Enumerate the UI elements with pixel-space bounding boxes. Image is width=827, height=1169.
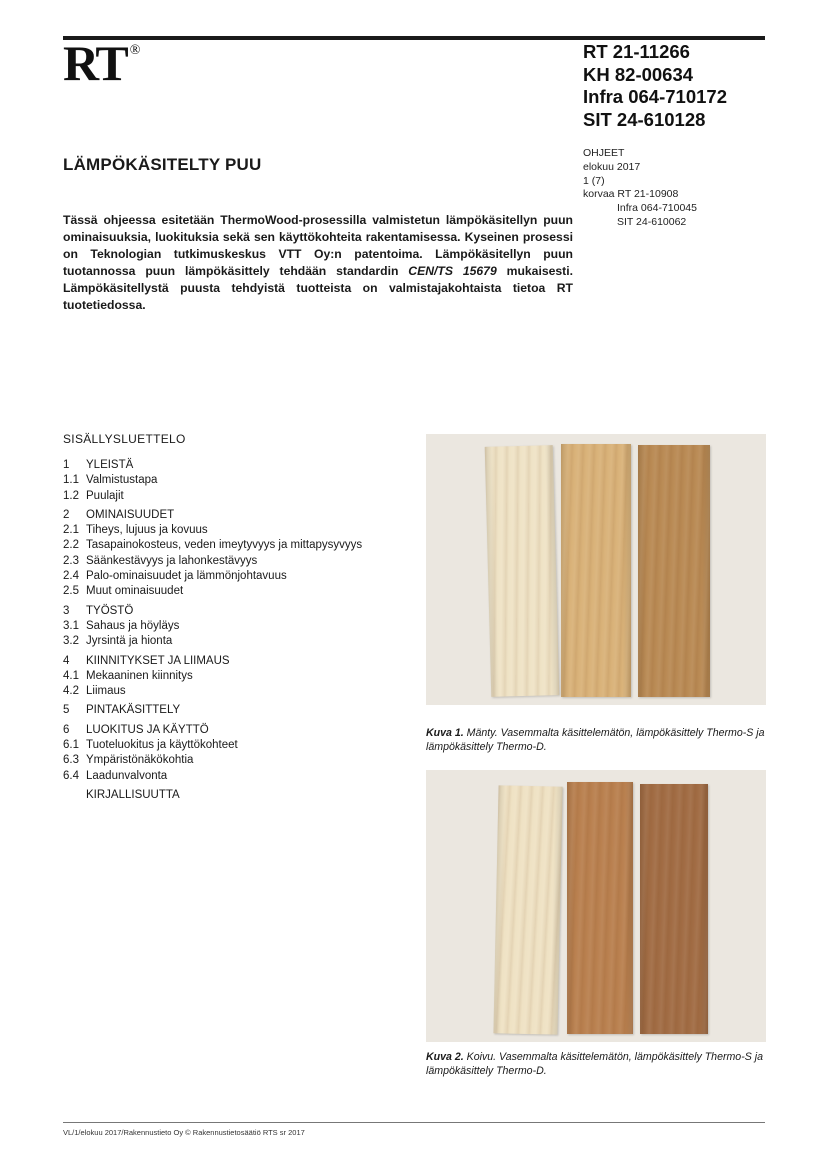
toc-item-label: Valmistustapa bbox=[86, 474, 158, 487]
toc-item bbox=[63, 723, 413, 738]
toc-item-number: 2 bbox=[63, 508, 70, 521]
toc-item-label: Sahaus ja höyläys bbox=[86, 619, 180, 632]
caption-1-text: Mänty. Vasemmalta käsittelemätön, lämpökäsittely Thermo-S ja lämpökäsittely Thermo-D. bbox=[426, 727, 765, 753]
toc-item bbox=[63, 508, 413, 523]
toc-heading: SISÄLLYSLUETTELO bbox=[63, 432, 186, 446]
toc-item-number: 2.5 bbox=[63, 585, 79, 598]
toc-item-number: 6.4 bbox=[63, 769, 79, 782]
toc-item bbox=[63, 703, 413, 718]
toc-item-number: 3.1 bbox=[63, 619, 79, 632]
toc-item-label: Jyrsintä ja hionta bbox=[86, 635, 173, 648]
toc-item-label: KIINNITYKSET JA LIIMAUS bbox=[86, 654, 230, 667]
page-title: LÄMPÖKÄSITELTY PUU bbox=[63, 155, 262, 174]
toc-item-label: LUOKITUS JA KÄYTTÖ bbox=[86, 723, 209, 736]
toc-item bbox=[63, 569, 413, 584]
toc-item bbox=[63, 634, 413, 649]
toc-item-number: 4.1 bbox=[63, 669, 79, 682]
toc-item bbox=[63, 554, 413, 569]
toc-item-number: 3.2 bbox=[63, 635, 79, 648]
toc-item-label: PINTAKÄSITTELY bbox=[86, 704, 181, 717]
meta-replaces-sit: SIT 24-610062 bbox=[617, 215, 687, 228]
toc-item-label: Ympäristönäkökohtia bbox=[86, 754, 194, 767]
toc-item bbox=[63, 753, 413, 768]
intro-part1: Tässä ohjeessa esitetään ThermoWood-prosessilla valmistetun lämpökäsitellyn puun ominaisuuksia, luokituksia sekä sen käyttökohteita rakentamisessa. Kyseinen prosessi on Teknologian tutkimuskeskus VTT Oy:n patentoima. Lämpökäsitellyn puun tuotannossa puun lämpökäsittely tehdään standardin bbox=[63, 213, 573, 278]
toc-item-label: OMINAISUUDET bbox=[86, 508, 175, 521]
code-rt: RT 21-11266 bbox=[583, 41, 690, 62]
top-rule bbox=[63, 36, 765, 40]
photo-birch-boards bbox=[426, 770, 766, 1042]
toc-item-label: KIRJALLISUUTTA bbox=[86, 788, 180, 801]
toc-item bbox=[63, 769, 413, 784]
wood-board bbox=[640, 784, 708, 1034]
caption-1-label: Kuva 1. bbox=[426, 727, 464, 739]
toc-item bbox=[63, 654, 413, 669]
toc-item-number bbox=[63, 788, 86, 803]
footer: VL/1/elokuu 2017/Rakennustieto Oy © Rakennustietosäätiö RTS sr 2017 bbox=[63, 1128, 305, 1137]
toc-item-number: 2.4 bbox=[63, 570, 79, 583]
toc-item-label: Tasapainokosteus, veden imeytyvyys ja mittapysyvyys bbox=[86, 539, 363, 552]
toc-item-label: Laadunvalvonta bbox=[86, 769, 168, 782]
intro-standard: CEN/TS 15679 bbox=[408, 264, 497, 278]
toc-item-number: 6 bbox=[63, 723, 70, 736]
meta-replaces: korvaa RT 21-10908 bbox=[583, 188, 679, 201]
toc-item bbox=[63, 458, 413, 473]
toc-item bbox=[63, 523, 413, 538]
toc-item-number: 3 bbox=[63, 604, 70, 617]
toc-item-number: 1 bbox=[63, 459, 70, 471]
toc-item-number: 4.2 bbox=[63, 685, 79, 698]
meta-date: elokuu 2017 bbox=[583, 160, 641, 173]
toc-item-label: Puulajit bbox=[86, 489, 124, 502]
document-codes bbox=[583, 41, 727, 131]
caption-figure-2 bbox=[426, 1050, 771, 1078]
toc-item-number: 1.2 bbox=[63, 489, 79, 502]
code-infra: Infra 064-710172 bbox=[583, 86, 727, 107]
code-kh: KH 82-00634 bbox=[583, 63, 694, 85]
toc-item bbox=[63, 473, 413, 488]
toc-item-number: 2.3 bbox=[63, 554, 79, 567]
document-meta bbox=[583, 147, 697, 230]
code-sit: SIT 24-610128 bbox=[583, 108, 706, 130]
table-of-contents bbox=[63, 458, 413, 803]
toc-item-label: Muut ominaisuudet bbox=[86, 585, 184, 598]
caption-2-text: Koivu. Vasemmalta käsittelemätön, lämpökäsittely Thermo-S ja lämpökäsittely Thermo-D. bbox=[426, 1051, 763, 1077]
toc-item bbox=[63, 738, 413, 753]
photo-pine-boards bbox=[426, 434, 766, 705]
toc-item bbox=[63, 584, 413, 599]
toc-item-label: Liimaus bbox=[86, 685, 126, 698]
caption-figure-1 bbox=[426, 726, 771, 754]
toc-item-number: 2.1 bbox=[63, 524, 79, 537]
toc-item-label: Säänkestävyys ja lahonkestävyys bbox=[86, 554, 258, 567]
meta-page: 1 (7) bbox=[583, 174, 605, 187]
toc-item bbox=[63, 604, 413, 619]
toc-item bbox=[63, 788, 413, 803]
intro-paragraph bbox=[63, 212, 573, 314]
wood-board bbox=[638, 445, 710, 697]
wood-board bbox=[493, 785, 562, 1034]
toc-item-label: Tuoteluokitus ja käyttökohteet bbox=[86, 739, 238, 752]
toc-item-label: TYÖSTÖ bbox=[86, 604, 134, 617]
wood-board bbox=[485, 445, 560, 697]
toc-item-number: 1.1 bbox=[63, 474, 79, 487]
toc-item-label: Mekaaninen kiinnitys bbox=[86, 669, 193, 682]
toc-item bbox=[63, 489, 413, 504]
toc-item-number: 6.1 bbox=[63, 739, 79, 752]
wood-board bbox=[561, 444, 631, 697]
rt-logo bbox=[63, 35, 141, 102]
meta-replaces-infra: Infra 064-710045 bbox=[617, 202, 697, 215]
toc-item-number: 2.2 bbox=[63, 539, 79, 552]
toc-item bbox=[63, 619, 413, 634]
registered-mark: ® bbox=[129, 43, 141, 58]
toc-item-number: 4 bbox=[63, 654, 70, 667]
toc-item-number: 6.3 bbox=[63, 754, 79, 767]
toc-item-label: Palo-ominaisuudet ja lämmönjohtavuus bbox=[86, 570, 287, 583]
toc-item bbox=[63, 684, 413, 699]
toc-item-label: YLEISTÄ bbox=[86, 459, 134, 471]
toc-item bbox=[63, 538, 413, 553]
logo-text: RT bbox=[63, 35, 127, 91]
wood-board bbox=[567, 782, 633, 1034]
meta-type: OHJEET bbox=[583, 147, 625, 159]
caption-2-label: Kuva 2. bbox=[426, 1051, 464, 1063]
toc-item-label: Tiheys, lujuus ja kovuus bbox=[86, 524, 208, 537]
toc-item-number: 5 bbox=[63, 704, 70, 717]
intro-part2: mukaisesti. Lämpökäsitellystä puusta tehdyistä tuotteista on valmistajakohtaista tietoa RT tuotetiedossa. bbox=[63, 264, 573, 312]
bottom-rule bbox=[63, 1122, 765, 1123]
toc-item bbox=[63, 669, 413, 684]
